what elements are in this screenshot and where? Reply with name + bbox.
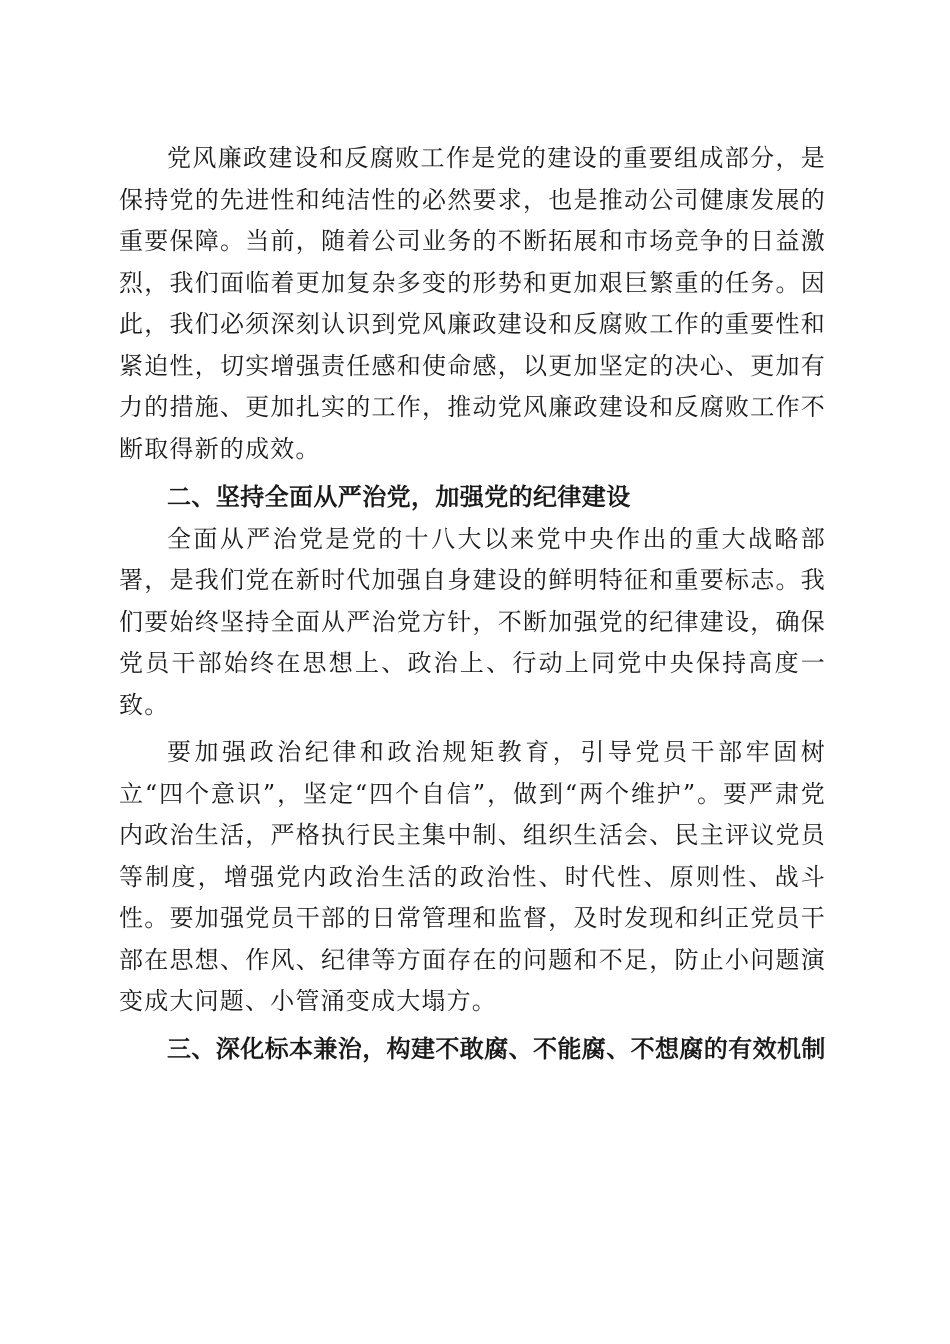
paragraph-discipline-education: 要加强政治纪律和政治规矩教育，引导党员干部牢固树立“四个意识”，坚定“四个自信”，做到“两个维护”。要严肃党内政治生活，严格执行民主集中制、组织生活会、民主评议党员等制度，增强党内政治生活的政治性、时代性、原则性、战斗性。要加强党员干部的日常管理和监督，及时发现和纠正党员干部在思想、作风、纪律等方面存在的问题和不足，防止小问题演变成大问题、小管涌变成大塌方。 [119,738,826,1015]
spacer [119,470,826,477]
document-page [119,138,826,1070]
paragraph-intro: 党风廉政建设和反腐败工作是党的建设的重要组成部分，是保持党的先进性和纯洁性的必然要求，也是推动公司健康发展的重要保障。当前，随着公司业务的不断拓展和市场竞争的日益激烈，我们面临着更加复杂多变的形势和更加艰巨繁重的任务。因此，我们必须深刻认识到党风廉政建设和反腐败工作的重要性和紧迫性，切实增强责任感和使命感，以更加坚定的决心、更加有力的措施、更加扎实的工作，推动党风廉政建设和反腐败工作不断取得新的成效。 [119,144,826,463]
paragraph-strict-governance: 全面从严治党是党的十八大以来党中央作出的重大战略部署，是我们党在新时代加强自身建设的鲜明特征和重要标志。我们要始终坚持全面从严治党方针，不断加强党的纪律建设，确保党员干部始终在思想上、政治上、行动上同党中央保持高度一致。 [119,524,826,719]
section-heading-3: 三、深化标本兼治，构建不敢腐、不能腐、不想腐的有效机制 [167,1034,826,1063]
section-heading-2: 二、坚持全面从严治党，加强党的纪律建设 [167,483,631,511]
